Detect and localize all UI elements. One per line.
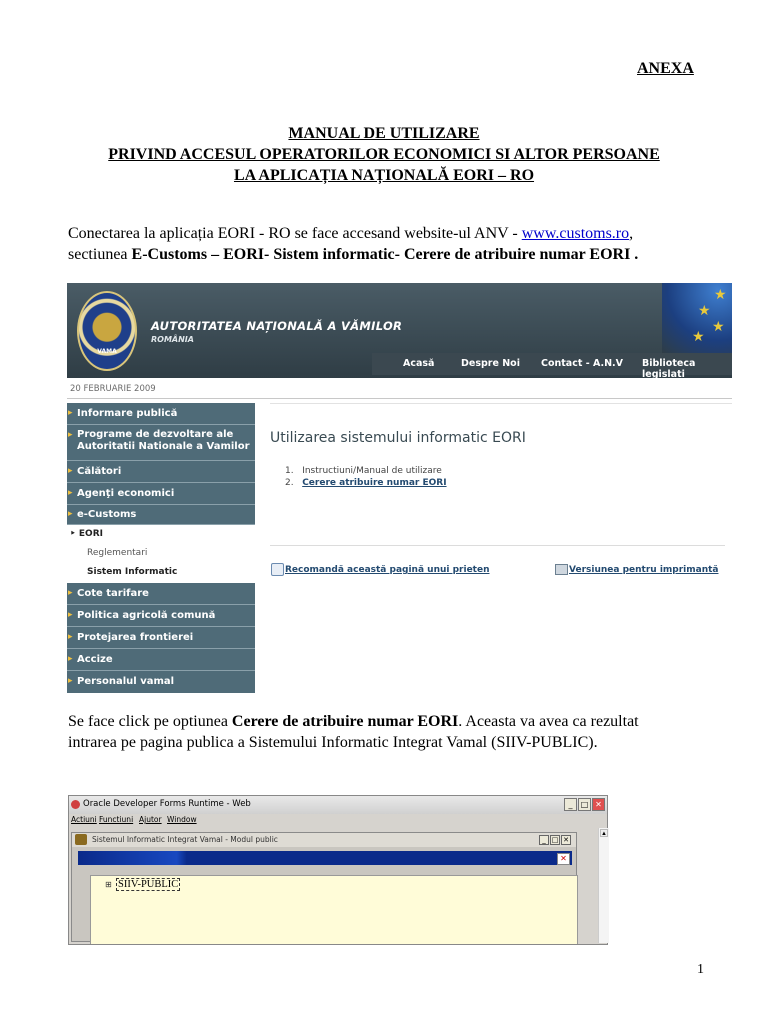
website-screenshot	[67, 283, 732, 693]
site-date: 20 FEBRUARIE 2009	[70, 384, 156, 394]
annex-label: ANEXA	[637, 60, 694, 77]
intro-section: sectiunea	[68, 246, 132, 263]
nav-contact[interactable]: Contact - A.N.V	[541, 358, 623, 369]
recommend-icon	[271, 563, 284, 576]
minimize-icon[interactable]: _	[564, 798, 577, 811]
tree-node-siiv-public[interactable]: SIIV-PUBLIC	[118, 879, 179, 890]
tree-expand-icon[interactable]: ⊞	[105, 880, 112, 889]
menu-item-public-info[interactable]: ▸ Informare publică	[67, 403, 255, 425]
menu-item-travelers[interactable]: ▸ Călători	[67, 461, 255, 483]
scroll-up-icon[interactable]: ▲	[601, 831, 607, 837]
eu-flag-icon: ★ ★ ★ ★	[662, 283, 732, 353]
doc-title-line-1: MANUAL DE UTILIZARE	[288, 125, 480, 142]
menu-item-border[interactable]: ▸ Protejarea frontierei	[67, 627, 255, 649]
vertical-scrollbar[interactable]	[598, 828, 609, 943]
inner-close-icon[interactable]: ✕	[561, 835, 571, 845]
inner-title-bar	[72, 833, 576, 847]
content-list-item-2[interactable]: 2. Cerere atribuire numar EORI	[285, 478, 447, 488]
oracle-app-icon	[71, 800, 80, 809]
menu-item-staff[interactable]: ▸ Personalul vamal	[67, 671, 255, 693]
window-title: Oracle Developer Forms Runtime - Web	[83, 799, 251, 809]
inner-window-title: Sistemul Informatic Integrat Vamal - Modul public	[92, 835, 278, 844]
paragraph-2: Se face click pe optiunea Cerere de atribuire numar EORI. Aceasta va avea ca rezultat intrarea pe pagina publica a Sistemului Informatic Integrat Vamal (SIIV-PUBLIC).	[68, 713, 639, 751]
doc-title-line-3: LA APLICAȚIA NAȚIONALĂ EORI – RO	[233, 167, 535, 184]
menu-help[interactable]: Ajutor	[139, 815, 162, 824]
menu-item-economic-agents[interactable]: ▸ Agenţi economici	[67, 483, 255, 505]
submenu-eori[interactable]: ‣ EORI	[70, 529, 103, 539]
menu-item-tariffs[interactable]: ▸ Cote tarifare	[67, 583, 255, 605]
intro-text: Conectarea la aplicația EORI - RO se face accesand website-ul ANV -	[68, 225, 522, 242]
nav-library[interactable]: Biblioteca legislati	[642, 358, 696, 378]
tree-panel	[90, 875, 578, 945]
site-sidebar-menu	[67, 403, 255, 693]
form-close-icon[interactable]: ✕	[557, 853, 570, 865]
inner-form-window	[71, 832, 577, 942]
site-org-country: ROMÂNIA	[151, 335, 194, 344]
form-app-icon	[75, 834, 87, 845]
option-name: Cerere de atribuire numar EORI	[231, 713, 459, 730]
intro-path: E-Customs – EORI- Sistem informatic- Cerere de atribuire numar EORI .	[131, 246, 639, 263]
inner-maximize-icon[interactable]: □	[551, 836, 559, 844]
intro-comma: ,	[629, 225, 634, 242]
menu-item-agri-policy[interactable]: ▸ Politica agricolă comună	[67, 605, 255, 627]
content-title: Utilizarea sistemului informatic EORI	[270, 430, 526, 446]
recommend-link[interactable]: Recomandă această pagină unui prieten	[285, 565, 490, 575]
menu-actions[interactable]: Actiuni	[71, 815, 97, 824]
doc-title-line-2: PRIVIND ACCESUL OPERATORILOR ECONOMICI SI ALTOR PERSOANE	[108, 146, 660, 163]
nav-home[interactable]: Acasă	[403, 358, 435, 369]
oracle-forms-window	[68, 795, 608, 945]
submenu-information-system[interactable]: Sistem Informatic	[87, 567, 178, 577]
customs-link[interactable]: www.customs.ro	[521, 225, 630, 242]
window-title-bar	[69, 796, 607, 814]
site-org-name: AUTORITATEA NAȚIONALĂ A VĂMILOR	[151, 319, 403, 333]
maximize-icon[interactable]: □	[578, 798, 591, 811]
inner-minimize-icon[interactable]: _	[539, 835, 549, 845]
menu-item-ecustoms[interactable]: ▸ e-Customs	[67, 505, 255, 525]
intro-paragraph	[68, 223, 748, 265]
menu-item-excise[interactable]: ▸ Accize	[67, 649, 255, 671]
menu-functions[interactable]: Functiuni	[99, 815, 134, 824]
ecustoms-submenu	[67, 525, 255, 583]
print-version-link[interactable]: Versiunea pentru imprimantă	[569, 565, 719, 575]
menu-item-programs[interactable]: ▸ Programe de dezvoltare ale Autoritatii Nationale a Vamilor	[67, 425, 255, 461]
page-number: 1	[697, 962, 704, 977]
site-nav	[372, 353, 732, 378]
form-header-bar	[78, 851, 572, 865]
content-list-item-1[interactable]: 1. Instructiuni/Manual de utilizare	[285, 466, 442, 476]
close-icon[interactable]: ✕	[592, 798, 605, 811]
menu-window[interactable]: Window	[167, 815, 197, 824]
nav-about[interactable]: Despre Noi	[461, 358, 520, 369]
site-header	[67, 283, 732, 378]
printer-icon	[555, 564, 568, 575]
customs-logo: VAMA	[77, 291, 137, 371]
submenu-regulations[interactable]: Reglementari	[87, 548, 148, 558]
